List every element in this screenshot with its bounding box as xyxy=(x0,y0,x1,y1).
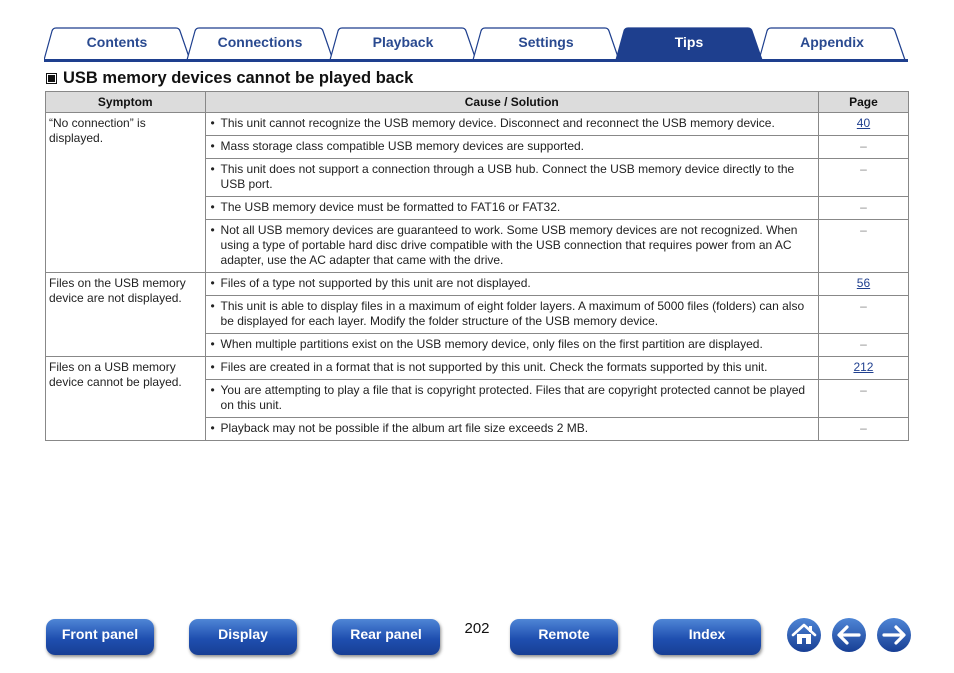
table-row xyxy=(46,113,909,136)
tab-bar xyxy=(44,27,908,63)
page-dash: – xyxy=(860,337,867,351)
section-title: USB memory devices cannot be played back xyxy=(63,68,414,87)
cause-cell: • Files are created in a format that is not supported by this unit. Check the formats supported by this unit. xyxy=(205,357,818,380)
index-button[interactable]: Index xyxy=(653,619,761,655)
cause-cell: • This unit does not support a connection through a USB hub. Connect the USB memory device directly to the USB port. xyxy=(205,159,818,197)
cause-cell: • This unit is able to display files in a maximum of eight folder layers. A maximum of 5000 files (folders) can also be displayed for each layer. Modify the folder structure of the USB memory device. xyxy=(205,296,818,334)
cause-cell: • This unit cannot recognize the USB memory device. Disconnect and reconnect the USB memory device. xyxy=(205,113,818,136)
page-dash: – xyxy=(860,139,867,153)
tab-connections[interactable]: Connections xyxy=(217,34,303,50)
arrow-right-icon[interactable] xyxy=(876,617,912,653)
page-cell xyxy=(818,159,908,197)
page-dash: – xyxy=(860,200,867,214)
page-cell xyxy=(818,357,908,380)
header-page: Page xyxy=(818,92,908,113)
cause-cell: • Not all USB memory devices are guaranteed to work. Some USB memory devices are not recognized. When using a type of portable hard disc drive compatible with the USB connection that requires power from an AC adapter, use the AC adapter that came with the drive. xyxy=(205,220,818,273)
home-icon[interactable] xyxy=(786,617,822,653)
page-dash: – xyxy=(860,299,867,313)
page-dash: – xyxy=(860,421,867,435)
tab-tips[interactable]: Tips xyxy=(674,34,704,50)
tab-appendix[interactable]: Appendix xyxy=(800,34,864,50)
symptom-cell: Files on a USB memory device cannot be played. xyxy=(46,357,206,441)
page-link[interactable]: 40 xyxy=(856,116,871,130)
header-symptom: Symptom xyxy=(46,92,206,113)
page-cell xyxy=(818,296,908,334)
arrow-left-icon[interactable] xyxy=(831,617,867,653)
cause-cell: • Playback may not be possible if the album art file size exceeds 2 MB. xyxy=(205,418,818,441)
cause-cell: • The USB memory device must be formatted to FAT16 or FAT32. xyxy=(205,197,818,220)
page-cell xyxy=(818,380,908,418)
page-cell xyxy=(818,136,908,159)
page-link[interactable]: 56 xyxy=(856,276,871,290)
tab-settings[interactable]: Settings xyxy=(518,34,574,50)
section-heading xyxy=(46,68,413,88)
header-cause: Cause / Solution xyxy=(205,92,818,113)
front-panel-button[interactable]: Front panel xyxy=(46,619,154,655)
page-link[interactable]: 212 xyxy=(853,360,874,374)
square-bullet-icon xyxy=(46,73,57,84)
cause-cell: • You are attempting to play a file that is copyright protected. Files that are copyright protected cannot be played on this unit. xyxy=(205,380,818,418)
symptom-cell: “No connection” is displayed. xyxy=(46,113,206,273)
rear-panel-button[interactable]: Rear panel xyxy=(332,619,440,655)
page-dash: – xyxy=(860,162,867,176)
page-number: 202 xyxy=(464,620,490,637)
display-button[interactable]: Display xyxy=(189,619,297,655)
symptom-cell: Files on the USB memory device are not displayed. xyxy=(46,273,206,357)
page-cell xyxy=(818,220,908,273)
troubleshooting-table xyxy=(45,91,909,441)
cause-cell: • Mass storage class compatible USB memory devices are supported. xyxy=(205,136,818,159)
cause-cell: • Files of a type not supported by this unit are not displayed. xyxy=(205,273,818,296)
table-row xyxy=(46,357,909,380)
cause-cell: • When multiple partitions exist on the USB memory device, only files on the first partition are displayed. xyxy=(205,334,818,357)
page-cell xyxy=(818,273,908,296)
page-dash: – xyxy=(860,223,867,237)
tab-playback[interactable]: Playback xyxy=(372,34,434,50)
page-cell xyxy=(818,197,908,220)
page-cell xyxy=(818,113,908,136)
tab-contents[interactable]: Contents xyxy=(86,34,148,50)
page-cell xyxy=(818,334,908,357)
remote-button[interactable]: Remote xyxy=(510,619,618,655)
table-row xyxy=(46,273,909,296)
table-header-row xyxy=(46,92,909,113)
page-cell xyxy=(818,418,908,441)
page-dash: – xyxy=(860,383,867,397)
